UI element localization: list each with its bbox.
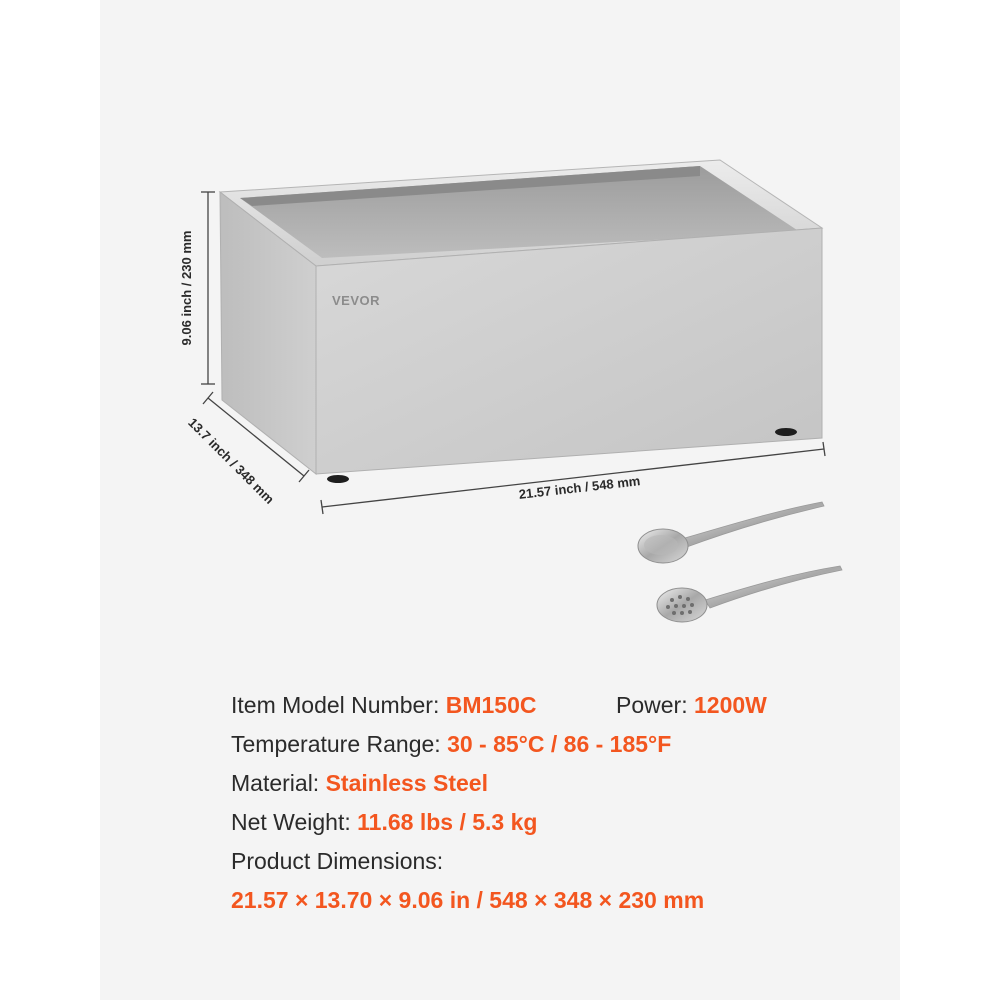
foot-front-left [327, 475, 349, 483]
power-label: Power: [616, 692, 688, 718]
spec-row-weight [231, 803, 871, 842]
brand-logo: VEVOR [332, 293, 381, 308]
weight-label: Net Weight: [231, 809, 351, 835]
bain-marie [220, 160, 822, 483]
slotted-spoon-icon [657, 566, 842, 622]
ladle-icon [638, 502, 824, 563]
dims-value: 21.57 × 13.70 × 9.06 in / 548 × 348 × 230 mm [231, 887, 705, 913]
weight-value: 11.68 lbs / 5.3 kg [357, 809, 538, 835]
temp-value: 30 - 85°C / 86 - 185°F [447, 731, 672, 757]
material-label: Material: [231, 770, 320, 796]
foot-front-right [775, 428, 797, 436]
spec-list [231, 686, 871, 920]
height-label: 9.06 inch / 230 mm [179, 230, 194, 346]
temp-label: Temperature Range: [231, 731, 441, 757]
power-spec [616, 686, 767, 725]
spec-row-dimensions [231, 842, 871, 881]
model-label: Item Model Number: [231, 692, 440, 718]
dimension-height [201, 192, 215, 384]
dims-label: Product Dimensions: [231, 848, 444, 874]
width-label: 21.57 inch / 548 mm [517, 473, 642, 502]
spec-row-dimensions-value [231, 881, 871, 920]
spec-row-model [231, 686, 871, 725]
depth-label: 13.7 inch / 348 mm [185, 414, 278, 507]
spec-row-material [231, 764, 871, 803]
front-panel [316, 228, 822, 474]
material-value: Stainless Steel [325, 770, 488, 796]
model-value: BM150C [445, 692, 537, 718]
power-value: 1200W [693, 692, 767, 718]
spec-row-temperature [231, 725, 871, 764]
